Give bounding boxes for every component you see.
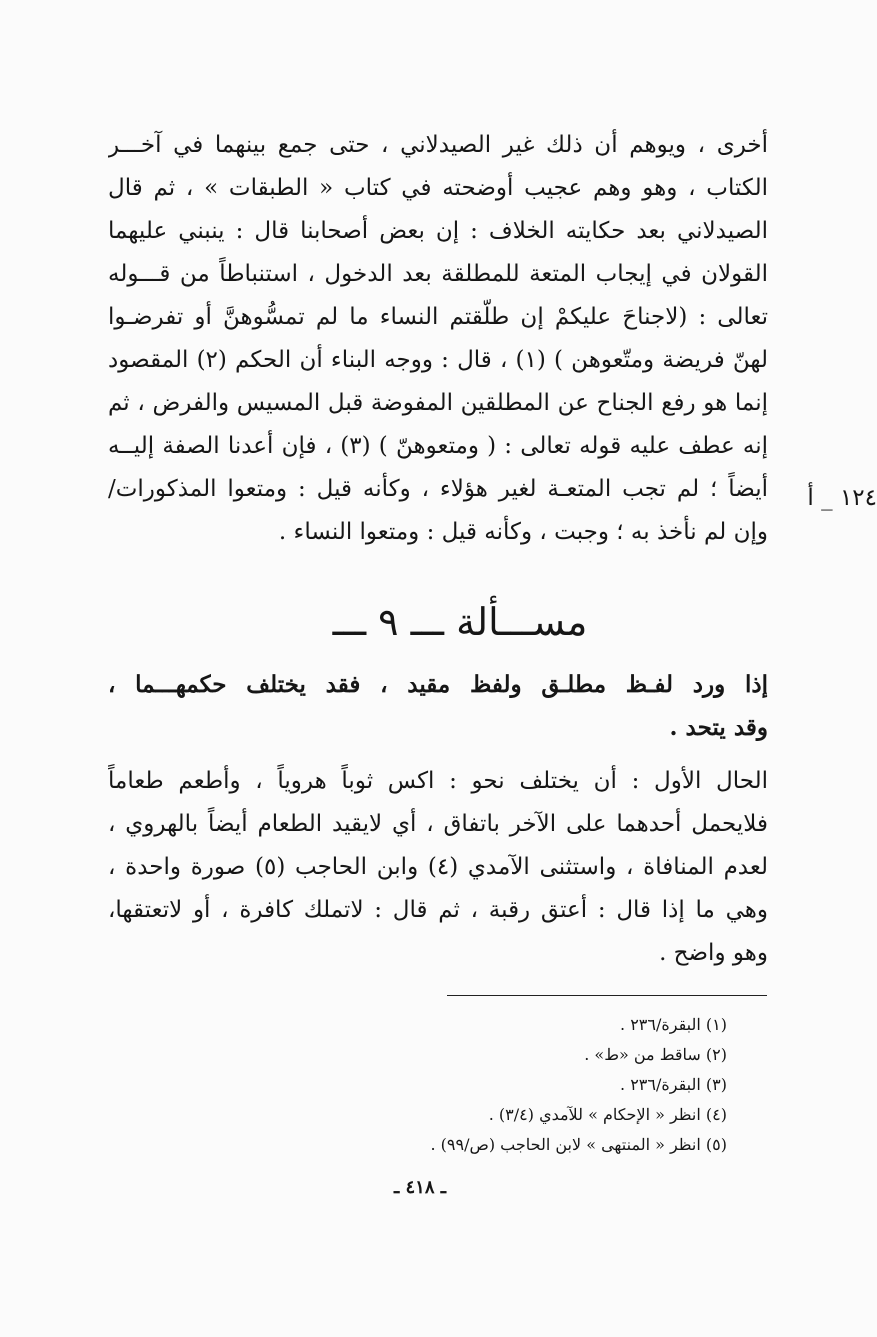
text-line: فلايحمل أحدهما على الآخر باتفاق ، أي لايقيد الطعام أيضاً بالهروي ، <box>108 811 768 837</box>
text-line: أيضاً ؛ لم تجب المتعـة لغير هؤلاء ، وكأنه قيل : ومتعوا المذكورات/ <box>108 476 768 502</box>
footnote: (٤) انظر « الإحكام » للآمدي (٣/٤) . <box>488 1105 727 1124</box>
footnote: (٣) البقرة/٢٣٦ . <box>620 1075 727 1094</box>
text-line: لهنّ فريضة ومتّعوهن ) (١) ، قال : ووجه البناء أن الحكم (٢) المقصود <box>108 347 768 373</box>
text-line: أخرى ، ويوهم أن ذلك غير الصيدلاني ، حتى جمع بينهما في آخـــر <box>108 132 768 158</box>
text-line: تعالى : (لاجناحَ عليكمْ إن طلّقتم النساء ما لم تمسُّوهنَّ أو تفرضـوا <box>108 304 768 330</box>
page-number: ـ ٤١٨ ـ <box>393 1177 447 1198</box>
text-line: وهو واضح . <box>659 940 768 966</box>
explanation-paragraph <box>108 760 768 975</box>
text-line: إذا ورد لفـظ مطلـق ولفظ مقيد ، فقد يختلف حكمهـــما ، <box>108 671 768 698</box>
manuscript-folio-marker: ١٢٤ _ أ <box>807 485 877 511</box>
footnote: (٥) انظر « المنتهى » لابن الحاجب (ص/٩٩) . <box>430 1135 727 1154</box>
text-line: وهي ما إذا قال : أعتق رقبة ، ثم قال : لاتملك كافرة ، أو لاتعتقها، <box>108 897 768 923</box>
footnote: (١) البقرة/٢٣٦ . <box>620 1015 727 1034</box>
section-heading: مســـألة ـــ ٩ ـــ <box>332 600 588 644</box>
text-line: إنه عطف عليه قوله تعالى : ( ومتعوهنّ ) (٣) ، فإن أعدنا الصفة إليــه <box>108 433 768 459</box>
main-paragraph <box>108 124 768 554</box>
text-line: القولان في إيجاب المتعة للمطلقة بعد الدخول ، استنباطاً من قـــوله <box>108 261 768 287</box>
footnotes <box>300 1010 727 1160</box>
issue-statement <box>108 663 768 749</box>
text-line: لعدم المنافاة ، واستثنى الآمدي (٤) وابن الحاجب (٥) صورة واحدة ، <box>108 854 768 880</box>
text-line: إنما هو رفع الجناح عن المطلقين المفوضة قبل المسيس والفرض ، ثم <box>108 390 768 416</box>
footnote: (٢) ساقط من «ط» . <box>584 1045 727 1064</box>
footnote-separator <box>447 995 767 996</box>
text-line: وإن لم نأخذ به ؛ وجبت ، وكأنه قيل : ومتعوا النساء . <box>278 519 768 545</box>
text-line: الصيدلاني بعد حكايته الخلاف : إن بعض أصحابنا قال : ينبني عليهما <box>108 218 768 244</box>
text-line: الحال الأول : أن يختلف نحو : اكس ثوباً هروياً ، وأطعم طعاماً <box>108 768 768 794</box>
text-line: وقد يتحد . <box>669 714 768 741</box>
text-line: الكتاب ، وهو وهم عجيب أوضحته في كتاب « الطبقات » ، ثم قال <box>108 175 768 201</box>
